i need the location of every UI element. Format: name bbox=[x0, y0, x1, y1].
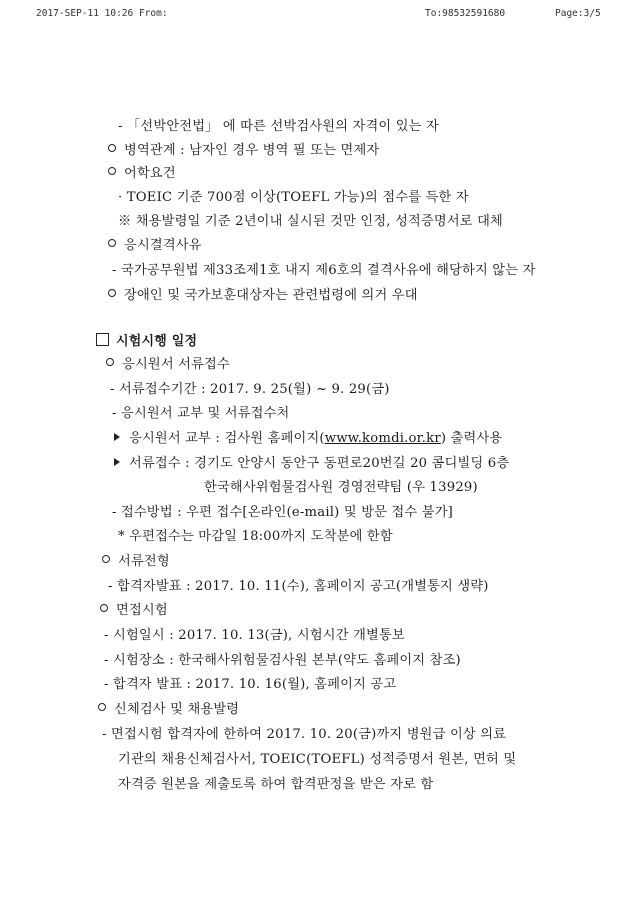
circle-bullet-icon bbox=[108, 144, 116, 152]
disqualification-heading: 응시결격사유 bbox=[108, 237, 202, 255]
interview-location: - 시험장소 : 한국해사위험물검사원 본부(약도 홈페이지 참조) bbox=[104, 653, 461, 668]
military-service-item: 병역관계 : 남자인 경우 병역 필 또는 면제자 bbox=[108, 142, 379, 160]
circle-bullet-icon bbox=[108, 289, 116, 297]
homepage-link[interactable]: www.komdi.or.kr bbox=[324, 431, 441, 446]
distribution-heading: - 응시원서 교부 및 서류접수처 bbox=[112, 406, 290, 421]
circle-bullet-icon bbox=[102, 555, 110, 563]
fax-recipient: To:98532591680 bbox=[425, 8, 506, 19]
triangle-bullet-icon bbox=[114, 458, 120, 466]
ship-inspector-qualification: - 「선박안전법」 에 따른 선박검사원의 자격이 있는 자 bbox=[118, 119, 439, 134]
submission-note: * 우편접수는 마감일 18:00까지 도착분에 한함 bbox=[118, 529, 393, 544]
disqualification-clause: - 국가공무원법 제33조제1호 내지 제6호의 결격사유에 해당하지 않는 자 bbox=[112, 263, 536, 278]
preference-item: 장애인 및 국가보훈대상자는 관련법령에 의거 우대 bbox=[108, 287, 418, 305]
screening-announcement: - 합격자발표 : 2017. 10. 11(수), 홈페이지 공고(개별통지 생략) bbox=[108, 579, 489, 594]
circle-bullet-icon bbox=[108, 239, 116, 247]
checkbox-square-icon bbox=[96, 333, 109, 346]
physical-exam-line-2: 기관의 채용신체검사서, TOEIC(TOEFL) 성적증명서 원본, 면허 및 bbox=[118, 752, 517, 767]
fax-page-number: Page:3/5 bbox=[555, 8, 601, 19]
circle-bullet-icon bbox=[98, 703, 106, 711]
section-title: 시험시행 일정 bbox=[96, 333, 197, 351]
application-heading: 응시원서 서류접수 bbox=[106, 356, 230, 374]
physical-exam-heading: 신체검사 및 채용발령 bbox=[98, 701, 239, 719]
application-form-source: 응시원서 교부 : 검사원 홈페이지(www.komdi.or.kr) 출력사용 bbox=[114, 430, 502, 448]
circle-bullet-icon bbox=[100, 604, 108, 612]
toeic-note: ※ 채용발령일 기준 2년이내 실시된 것만 인정, 성적증명서로 대체 bbox=[118, 214, 503, 229]
submission-method: - 접수방법 : 우편 접수[온라인(e-mail) 및 방문 접수 불가] bbox=[112, 505, 453, 520]
fax-datetime: 2017-SEP-11 10:26 From: bbox=[36, 8, 168, 19]
language-requirement-heading: 어학요건 bbox=[108, 165, 176, 183]
submission-organization: 한국해사위험물검사원 경영전략팀 (우 13929) bbox=[204, 480, 478, 495]
interview-datetime: - 시험일시 : 2017. 10. 13(금), 시험시간 개별통보 bbox=[104, 628, 405, 643]
application-period: - 서류접수기간 : 2017. 9. 25(월) ~ 9. 29(금) bbox=[110, 382, 390, 397]
circle-bullet-icon bbox=[108, 167, 116, 175]
document-screening-heading: 서류전형 bbox=[102, 553, 170, 571]
physical-exam-line-1: - 면접시험 합격자에 한하여 2017. 10. 20(금)까지 병원급 이상 의료 bbox=[102, 727, 507, 742]
interview-heading: 면접시험 bbox=[100, 602, 168, 620]
interview-announcement: - 합격자 발표 : 2017. 10. 16(월), 홈페이지 공고 bbox=[104, 677, 397, 692]
submission-address: 서류접수 : 경기도 안양시 동안구 동편로20번길 20 콤디빌딩 6층 bbox=[114, 455, 509, 473]
fax-header bbox=[0, 8, 640, 24]
physical-exam-line-3: 자격증 원본을 제출토록 하여 합격판정을 받은 자로 함 bbox=[118, 777, 434, 792]
circle-bullet-icon bbox=[106, 358, 114, 366]
triangle-bullet-icon bbox=[114, 433, 120, 441]
toeic-requirement: · TOEIC 기준 700점 이상(TOEFL 가능)의 점수를 득한 자 bbox=[118, 190, 469, 205]
